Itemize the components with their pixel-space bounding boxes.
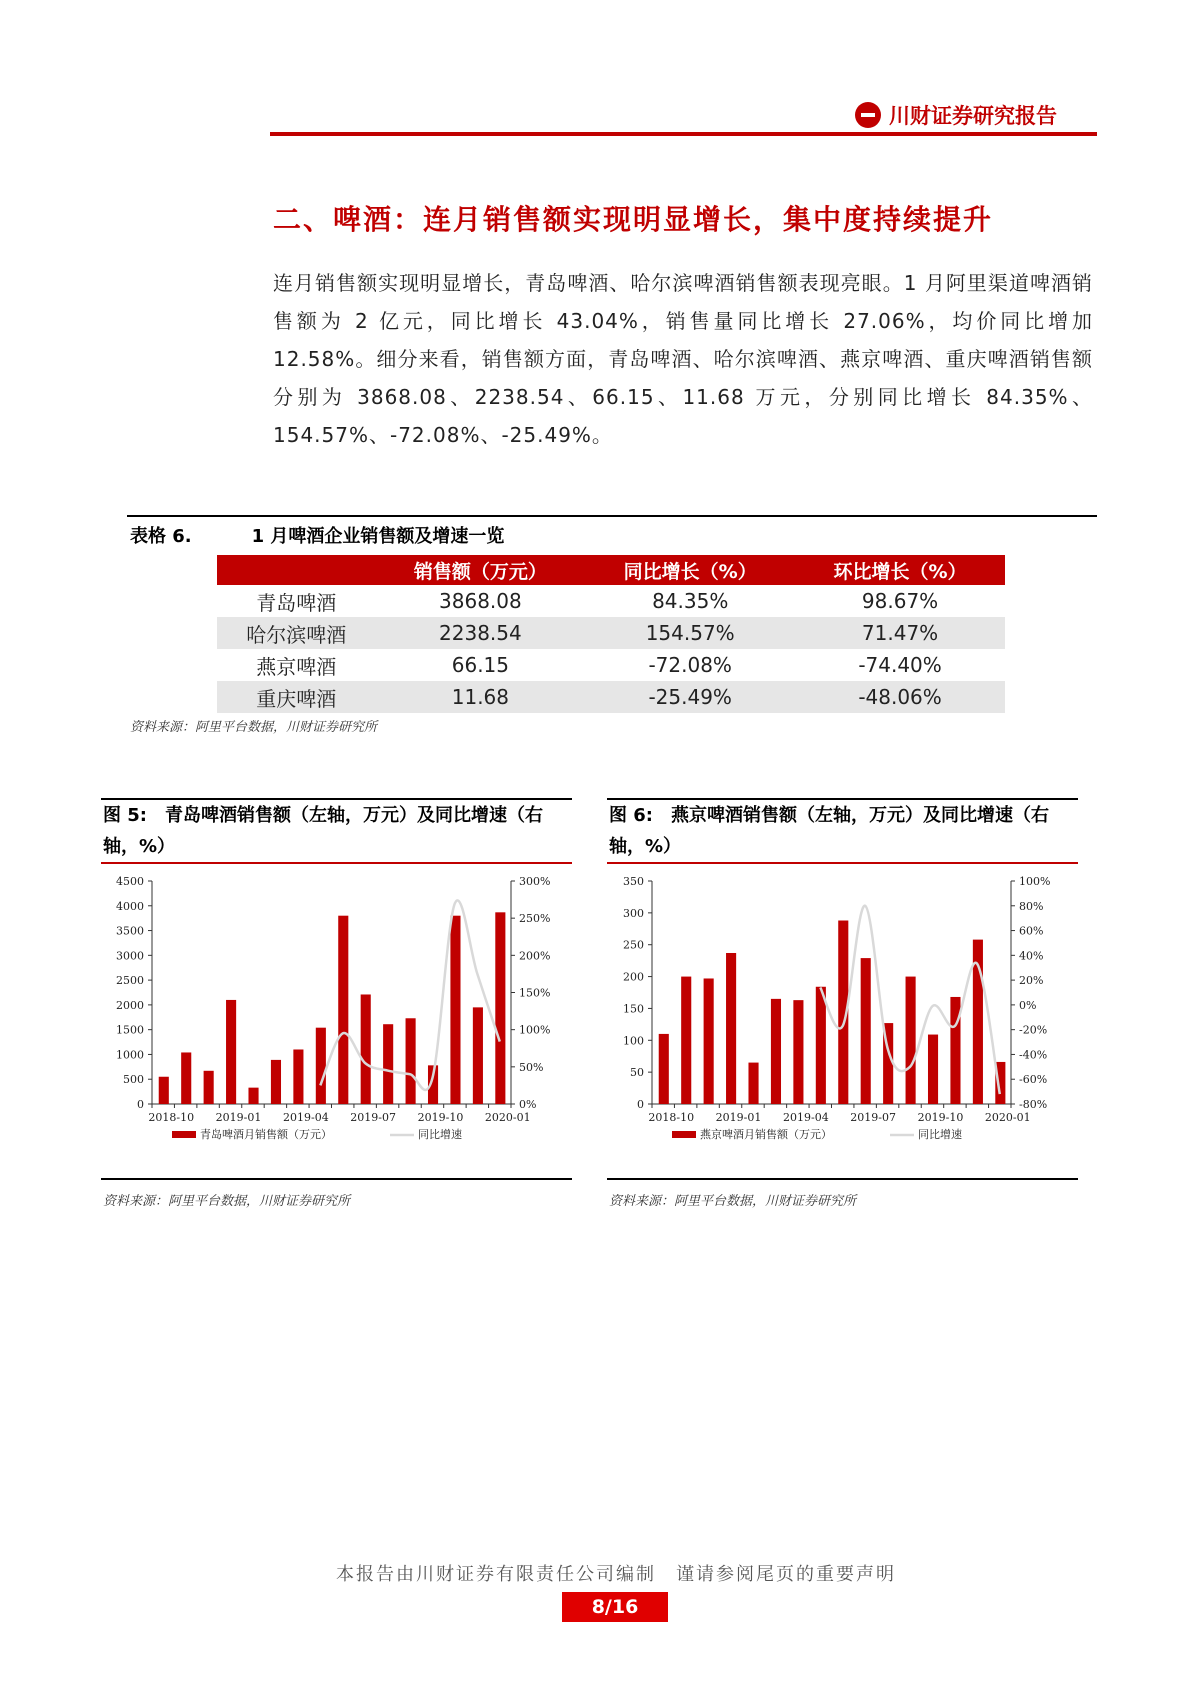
y2-tick-label: 0% bbox=[519, 1098, 537, 1111]
table-row bbox=[217, 649, 1005, 681]
bar bbox=[495, 912, 505, 1104]
chart-qingdao bbox=[101, 865, 572, 1177]
table-cell: 重庆啤酒 bbox=[217, 681, 375, 713]
y2-tick-label: 200% bbox=[519, 949, 551, 963]
bar bbox=[659, 1034, 669, 1104]
bar bbox=[383, 1024, 393, 1104]
table-caption bbox=[130, 522, 564, 548]
header-rule bbox=[270, 132, 1097, 136]
bar bbox=[793, 1000, 803, 1104]
x-tick-label: 2020-01 bbox=[984, 1111, 1031, 1124]
legend-line-label: 同比增速 bbox=[918, 1128, 962, 1141]
sales-table bbox=[217, 555, 1005, 713]
x-tick-label: 2019-01 bbox=[215, 1111, 262, 1124]
table-cell: 燕京啤酒 bbox=[256, 654, 337, 679]
table-cell: 84.35% bbox=[652, 589, 729, 613]
bar bbox=[473, 1007, 483, 1104]
chart-bottom-rule bbox=[101, 1178, 572, 1180]
brand-logo bbox=[855, 100, 1057, 130]
chart-bottom-rule bbox=[607, 1178, 1078, 1180]
header-cell bbox=[217, 555, 375, 585]
bar bbox=[361, 994, 371, 1104]
bar bbox=[226, 1000, 236, 1104]
table-cell: 71.47% bbox=[795, 617, 1005, 649]
chart-yanjing bbox=[607, 865, 1078, 1177]
chart-title-rule bbox=[101, 862, 572, 864]
chart-source: 资料来源：阿里平台数据，川财证券研究所 bbox=[103, 1194, 351, 1209]
table-label: 表格 6. bbox=[130, 526, 192, 547]
y-tick-label: 200 bbox=[623, 970, 644, 984]
legend-bar-swatch bbox=[172, 1131, 196, 1138]
table-cell: 2238.54 bbox=[375, 617, 585, 649]
table-source: 资料来源：阿里平台数据，川财证券研究所 bbox=[130, 720, 378, 735]
bar bbox=[271, 1060, 281, 1104]
y-tick-label: 0 bbox=[637, 1098, 644, 1111]
table-cell: -72.08% bbox=[648, 653, 732, 677]
table-cell: 11.68 bbox=[375, 681, 585, 713]
table-cell: 哈尔滨啤酒 bbox=[217, 617, 375, 649]
header-cell: 销售额（万元） bbox=[375, 555, 585, 585]
y2-tick-label: 20% bbox=[1019, 974, 1044, 988]
legend-bar-swatch bbox=[672, 1131, 696, 1138]
y2-tick-label: -20% bbox=[1019, 1023, 1048, 1037]
bar bbox=[248, 1088, 258, 1104]
table-row bbox=[217, 681, 1005, 713]
bar bbox=[406, 1018, 416, 1104]
x-tick-label: 2019-04 bbox=[782, 1111, 829, 1124]
table-cell: 154.57% bbox=[585, 617, 795, 649]
y-tick-label: 100 bbox=[623, 1034, 644, 1048]
table-cell: -48.06% bbox=[795, 681, 1005, 713]
y-tick-label: 50 bbox=[630, 1066, 644, 1080]
table-cell: -25.49% bbox=[585, 681, 795, 713]
bar bbox=[928, 1035, 938, 1104]
y2-tick-label: 40% bbox=[1019, 949, 1044, 963]
footer-disclaimer: 本报告由川财证券有限责任公司编制 谨请参阅尾页的重要声明 bbox=[336, 1564, 896, 1585]
legend-bar-label: 青岛啤酒月销售额（万元） bbox=[200, 1128, 332, 1141]
chart-source: 资料来源：阿里平台数据，川财证券研究所 bbox=[609, 1194, 857, 1209]
x-tick-label: 2018-10 bbox=[148, 1111, 195, 1124]
table-cell: 3868.08 bbox=[439, 589, 522, 613]
y2-tick-label: 150% bbox=[519, 986, 551, 1000]
chart-title: 图 6: 燕京啤酒销售额（左轴，万元）及同比增速（右轴，%） bbox=[609, 805, 1049, 857]
bar bbox=[704, 978, 714, 1104]
bar bbox=[816, 987, 826, 1104]
y-tick-label: 3500 bbox=[116, 924, 144, 938]
table-cell: 66.15 bbox=[451, 653, 510, 677]
table-cell: -74.40% bbox=[858, 653, 942, 677]
y2-tick-label: 250% bbox=[519, 912, 551, 926]
x-tick-label: 2019-04 bbox=[282, 1111, 329, 1124]
table-cell: 98.67% bbox=[861, 589, 939, 613]
page-number: 8/16 bbox=[562, 1592, 668, 1622]
x-tick-label: 2019-07 bbox=[850, 1111, 897, 1124]
bar bbox=[771, 999, 781, 1104]
bar bbox=[338, 916, 348, 1104]
y2-tick-label: 0% bbox=[1019, 998, 1037, 1012]
header-cell: 环比增长（%） bbox=[795, 555, 1005, 585]
bar bbox=[159, 1077, 169, 1104]
y-tick-label: 500 bbox=[123, 1073, 144, 1087]
bar bbox=[293, 1049, 303, 1104]
chart-title-rule bbox=[607, 862, 1078, 864]
bar bbox=[316, 1028, 326, 1104]
table-header-row bbox=[217, 555, 1005, 585]
x-tick-label: 2019-10 bbox=[417, 1111, 464, 1124]
y2-tick-label: 50% bbox=[519, 1060, 544, 1074]
body-paragraph: 连月销售额实现明显增长，青岛啤酒、哈尔滨啤酒销售额表现亮眼。1 月阿里渠道啤酒销售额为 2 亿元，同比增长 43.04%，销售量同比增长 27.06%，均价同比增加 12.58%。细分来看，销售额方面，青岛啤酒、哈尔滨啤酒、燕京啤酒、重庆啤酒销售额分别为 3868.08、2238.54、66.15、11.68 万元，分别同比增长 84.35%、154.57%、-72.08%、-25.49%。 bbox=[273, 271, 1093, 447]
y2-tick-label: 60% bbox=[1019, 924, 1044, 938]
bar bbox=[681, 977, 691, 1104]
bar bbox=[181, 1052, 191, 1104]
legend-line-label: 同比增速 bbox=[418, 1128, 462, 1141]
brand-logo-icon bbox=[855, 102, 881, 128]
y2-tick-label: -80% bbox=[1019, 1098, 1048, 1111]
bar bbox=[861, 958, 871, 1104]
y-tick-label: 4500 bbox=[116, 875, 144, 888]
table-title: 1 月啤酒企业销售额及增速一览 bbox=[251, 526, 505, 547]
bar bbox=[450, 916, 460, 1104]
bar bbox=[204, 1071, 214, 1104]
y-tick-label: 0 bbox=[137, 1098, 144, 1111]
brand-name: 川财证券研究报告 bbox=[889, 104, 1057, 128]
table-top-rule bbox=[127, 515, 1097, 517]
table-row bbox=[217, 585, 1005, 617]
x-tick-label: 2018-10 bbox=[648, 1111, 695, 1124]
y2-tick-label: 80% bbox=[1019, 899, 1044, 913]
x-tick-label: 2019-10 bbox=[917, 1111, 964, 1124]
section-title: 二、啤酒：连月销售额实现明显增长，集中度持续提升 bbox=[273, 203, 994, 236]
table-cell: 青岛啤酒 bbox=[256, 590, 337, 615]
y-tick-label: 250 bbox=[623, 938, 644, 952]
y-tick-label: 4000 bbox=[116, 899, 144, 913]
y-tick-label: 1000 bbox=[116, 1048, 144, 1062]
y-tick-label: 2500 bbox=[116, 974, 144, 988]
y2-tick-label: 100% bbox=[519, 1023, 551, 1037]
y-tick-label: 1500 bbox=[116, 1023, 144, 1037]
y-tick-label: 350 bbox=[623, 875, 644, 888]
legend-bar-label: 燕京啤酒月销售额（万元） bbox=[700, 1128, 832, 1141]
bar bbox=[906, 977, 916, 1104]
y-tick-label: 3000 bbox=[116, 949, 144, 963]
y2-tick-label: 100% bbox=[1019, 875, 1051, 888]
y-tick-label: 150 bbox=[623, 1002, 644, 1016]
chart-title: 图 5: 青岛啤酒销售额（左轴，万元）及同比增速（右轴，%） bbox=[103, 805, 543, 857]
y2-tick-label: 300% bbox=[519, 875, 551, 888]
y-tick-label: 2000 bbox=[116, 998, 144, 1012]
header-cell: 同比增长（%） bbox=[585, 555, 795, 585]
table-row bbox=[217, 617, 1005, 649]
y2-tick-label: -60% bbox=[1019, 1073, 1048, 1087]
bar bbox=[748, 1063, 758, 1104]
x-tick-label: 2019-07 bbox=[350, 1111, 397, 1124]
bar bbox=[726, 953, 736, 1104]
x-tick-label: 2019-01 bbox=[715, 1111, 762, 1124]
x-tick-label: 2020-01 bbox=[484, 1111, 531, 1124]
y2-tick-label: -40% bbox=[1019, 1048, 1048, 1062]
y-tick-label: 300 bbox=[623, 906, 644, 920]
